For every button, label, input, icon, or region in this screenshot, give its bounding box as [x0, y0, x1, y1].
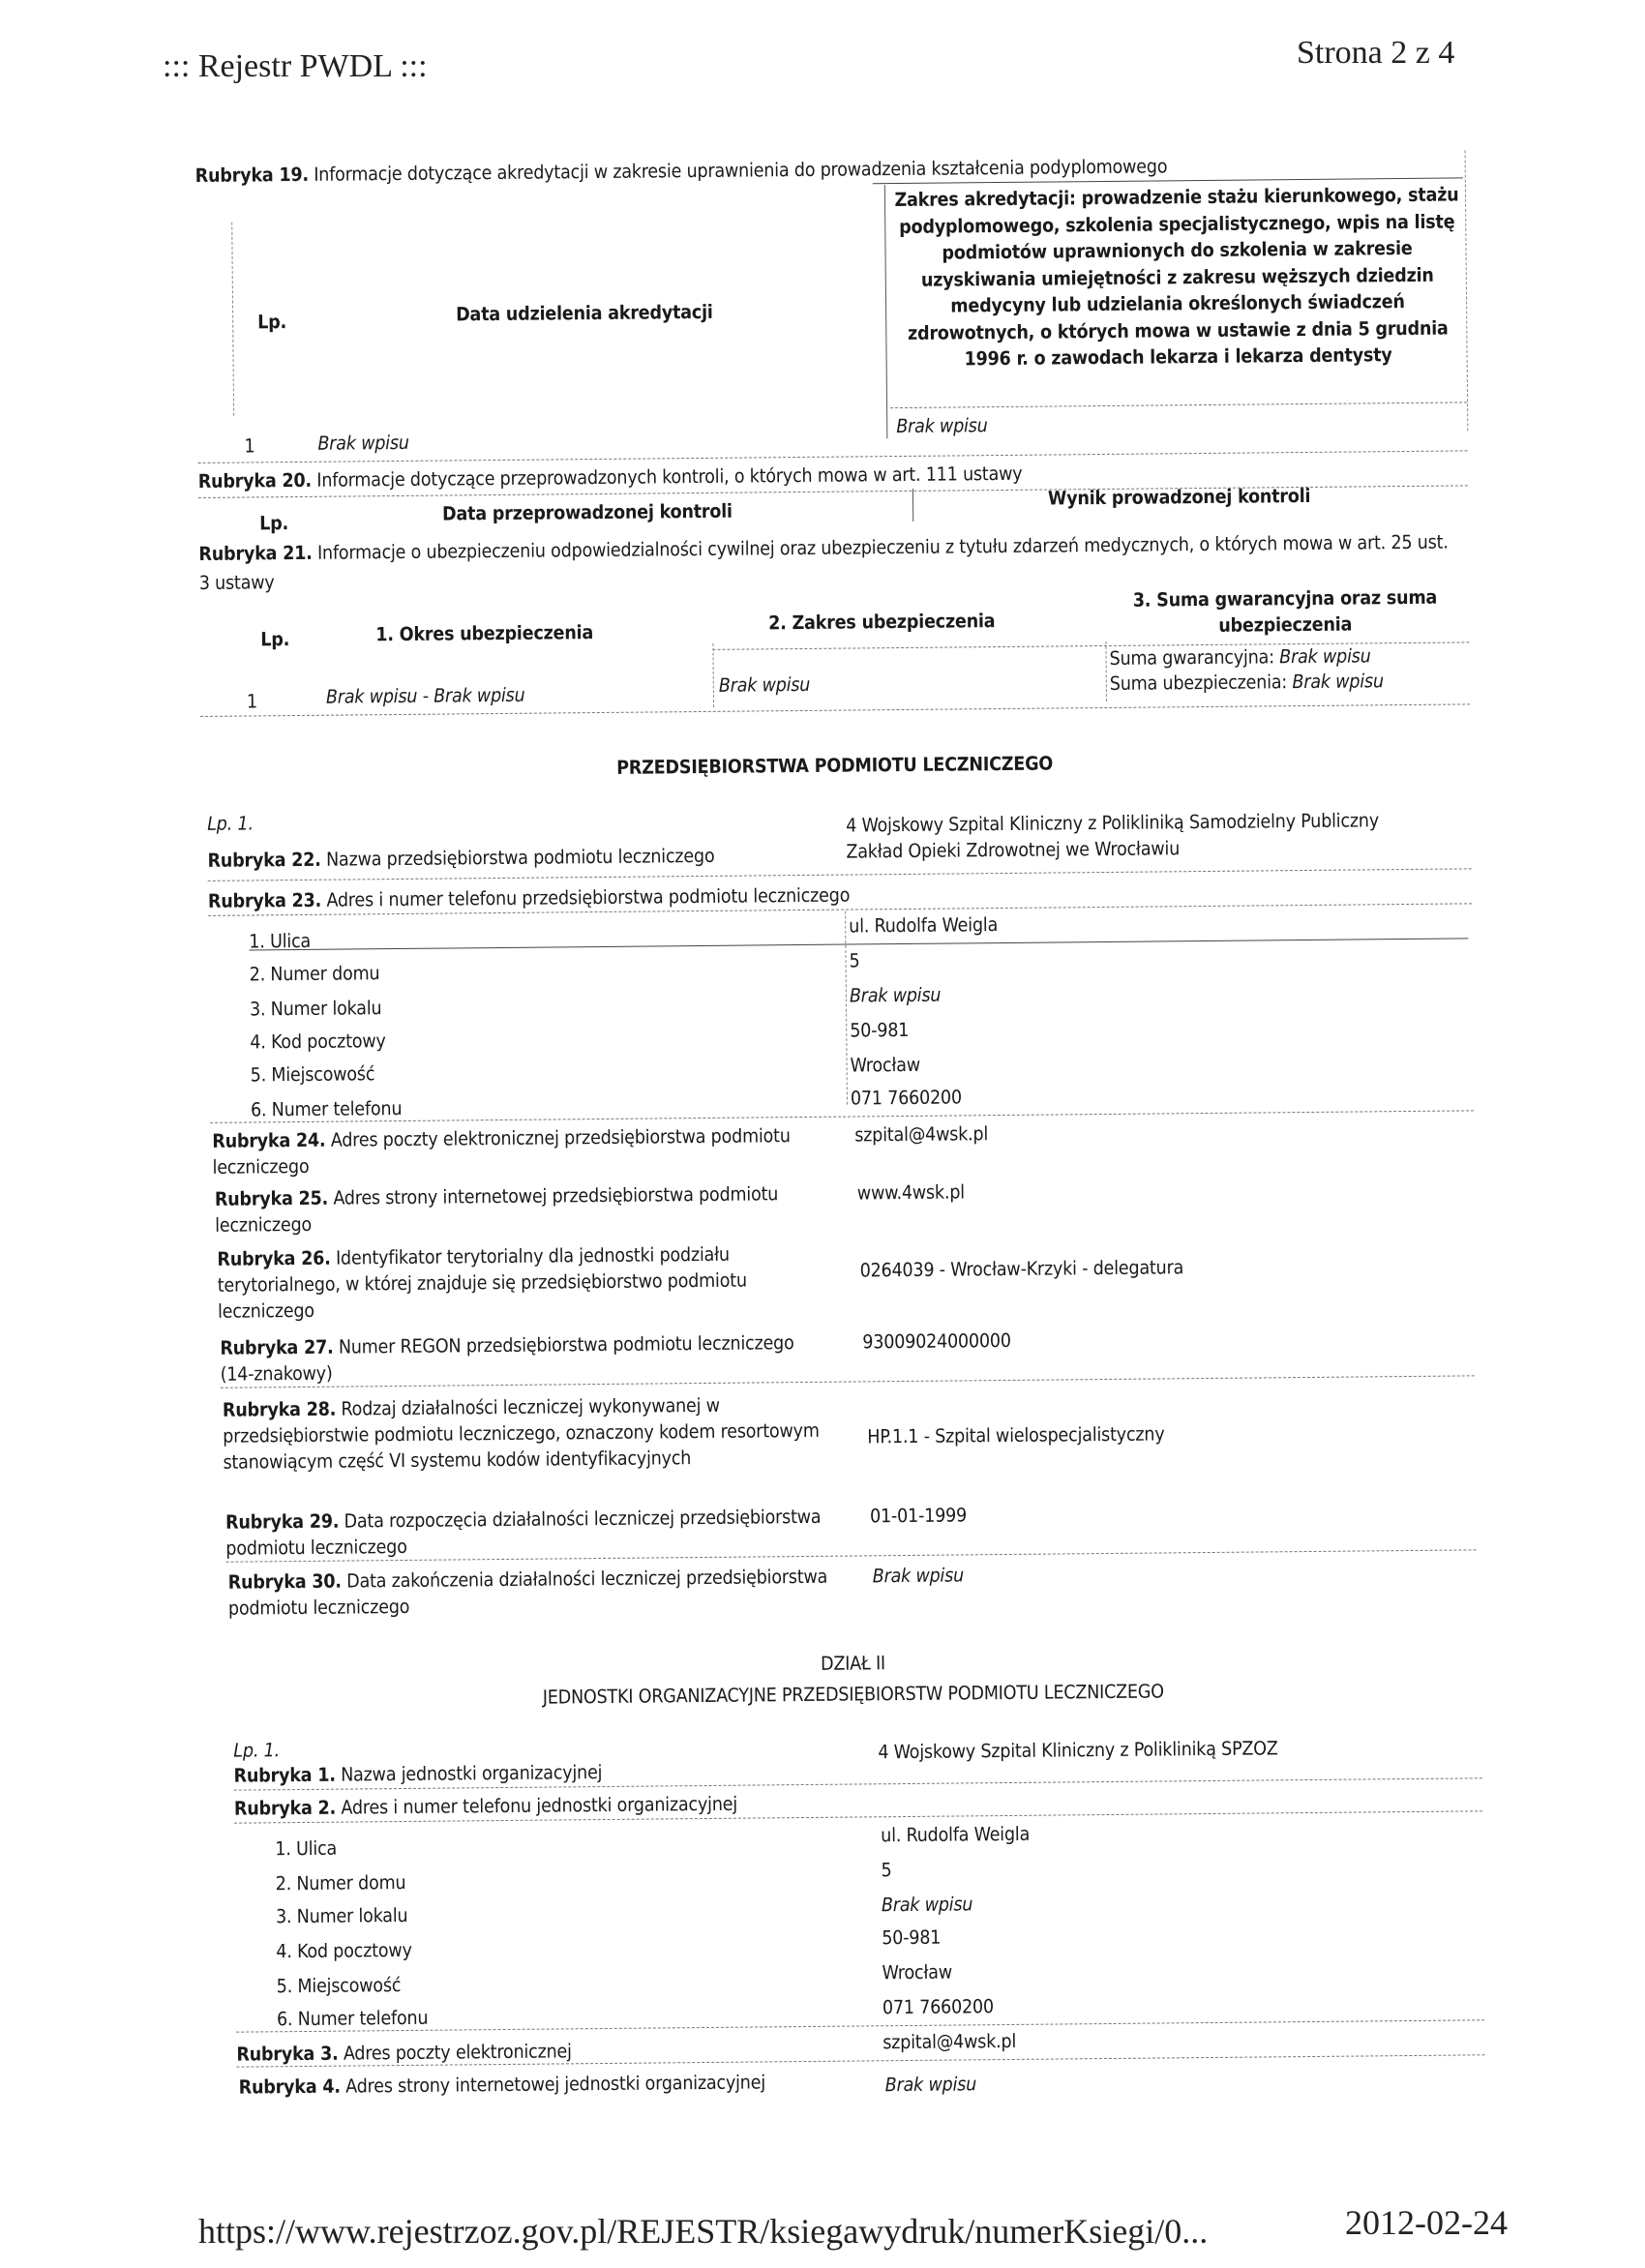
- rubryka-20-heading: Rubryka 20. Informacje dotyczące przeprowadzonych kontroli, o których mowa w art. 111 ustawy: [197, 462, 1023, 492]
- r21-col-lp: Lp.: [260, 628, 290, 651]
- rubryka-22-value: 4 Wojskowy Szpital Kliniczny z Polikliniką Samodzielny Publiczny Zakład Opieki Zdrowotnej we Wrocławiu: [846, 809, 1380, 863]
- divider: [231, 223, 234, 416]
- r21-col-scope: 2. Zakres ubezpieczenia: [768, 610, 996, 635]
- d2-address-postcode-value: 50-981: [882, 1925, 942, 1950]
- r20-col-result: Wynik prowadzonej kontroli: [1047, 484, 1311, 510]
- rubryka-30-value: Brak wpisu: [872, 1564, 965, 1588]
- address-postcode-value: 50-981: [850, 1018, 910, 1042]
- r21-row-period: Brak wpisu - Brak wpisu: [325, 683, 525, 708]
- r19-row-date: Brak wpisu: [317, 431, 409, 455]
- address-phone-label: 6. Numer telefonu: [250, 1096, 403, 1121]
- r19-col-scope: Zakres akredytacji: prowadzenie stażu kierunkowego, stażu podyplomowego, szkolenia specjalistycznego, wpis na listę podmiotów uprawnionych do szkolenia w zakresie uzyskiwania umiejętności z zakresu węższych dziedzin medycyny lub udzielania określonych świadczeń zdrowotnych, o których mowa w ustawie z dnia 5 grudnia 1996 r. o zawodach lekarza i lekarza dentysty: [894, 183, 1459, 371]
- d2-rubryka-3: Rubryka 3. Adres poczty elektronicznej: [236, 2040, 572, 2066]
- r21-row-lp: 1: [246, 690, 258, 713]
- d2-address-house-value: 5: [881, 1859, 892, 1882]
- d2-address-unit-value: Brak wpisu: [881, 1893, 973, 1917]
- address-unit-value: Brak wpisu: [849, 983, 942, 1007]
- d2-address-city-value: Wrocław: [882, 1960, 953, 1984]
- address-street-label: 1. Ulica: [249, 929, 312, 953]
- section2-lp: Lp. 1.: [233, 1739, 281, 1762]
- rubryka-25: Rubryka 25. Adres strony internetowej przedsiębiorstwa podmiotu leczniczego: [214, 1182, 779, 1237]
- d2-rubryka-2: Rubryka 2. Adres i numer telefonu jednostki organizacyjnej: [233, 1792, 738, 1820]
- r21-row-scope: Brak wpisu: [718, 672, 811, 697]
- rubryka-26: Rubryka 26. Identyfikator terytorialny dla jednostki podziału terytorialnego, w której znajduje się przedsiębiorstwo podmiotu leczniczego: [217, 1242, 747, 1323]
- rubryka-23: Rubryka 23. Adres i numer telefonu przedsiębiorstwa podmiotu leczniczego: [207, 883, 851, 912]
- d2-address-street-value: ul. Rudolfa Weigla: [881, 1822, 1031, 1847]
- rubryka-28: Rubryka 28. Rodzaj działalności leczniczej wykonywanej w przedsiębiorstwie podmiotu leczniczego, oznaczony kodem resortowym stanowiącym część VI systemu kodów identyfikacyjnych: [222, 1393, 820, 1474]
- address-street-value: ul. Rudolfa Weigla: [849, 913, 999, 938]
- address-phone-value: 071 7660200: [850, 1086, 963, 1110]
- d2-rubryka-4-value: Brak wpisu: [884, 2073, 977, 2097]
- r21-col-period: 1. Okres ubezpieczenia: [375, 621, 594, 646]
- address-city-value: Wrocław: [850, 1053, 921, 1077]
- d2-address-street-label: 1. Ulica: [275, 1836, 338, 1861]
- r19-col-lp: Lp.: [257, 311, 287, 334]
- divider: [1105, 642, 1107, 701]
- r21-sum-guarantee: Suma gwarancyjna: Brak wpisu: [1109, 644, 1371, 670]
- d2-rubryka-1: Rubryka 1. Nazwa jednostki organizacyjnej: [233, 1761, 603, 1787]
- divider: [712, 643, 714, 707]
- address-postcode-label: 4. Kod pocztowy: [250, 1030, 386, 1054]
- d2-address-phone-label: 6. Numer telefonu: [276, 2006, 429, 2031]
- r19-row-scope: Brak wpisu: [896, 414, 988, 438]
- address-house-value: 5: [849, 949, 860, 972]
- rubryka-30: Rubryka 30. Data zakończenia działalności leczniczej przedsiębiorstwa podmiotu leczniczego: [227, 1565, 828, 1620]
- rubryka-27: Rubryka 27. Numer REGON przedsiębiorstwa podmiotu leczniczego (14-znakowy): [220, 1331, 794, 1386]
- d2-address-postcode-label: 4. Kod pocztowy: [276, 1938, 412, 1963]
- d2-rubryka-3-value: szpital@4wsk.pl: [882, 2029, 1017, 2054]
- r20-col-date: Data przeprowadzonej kontroli: [441, 499, 733, 525]
- d2-address-unit-label: 3. Numer lokalu: [275, 1903, 408, 1928]
- rubryka-29: Rubryka 29. Data rozpoczęcia działalności leczniczej przedsiębiorstwa podmiotu leczniczego: [224, 1505, 822, 1560]
- rubryka-24: Rubryka 24. Adres poczty elektronicznej przedsiębiorstwa podmiotu leczniczego: [212, 1124, 791, 1179]
- section1-lp: Lp. 1.: [207, 812, 254, 835]
- address-house-label: 2. Numer domu: [249, 962, 380, 986]
- d2-address-house-label: 2. Numer domu: [275, 1870, 406, 1895]
- divider: [890, 402, 1467, 408]
- divider: [912, 489, 913, 522]
- rubryka-19-heading: Rubryka 19. Informacje dotyczące akredytacji w zakresie uprawnienia do prowadzenia kształcenia podyplomowego: [194, 155, 1168, 187]
- address-city-label: 5. Miejscowość: [250, 1062, 375, 1087]
- r21-sum-insured: Suma ubezpieczenia: Brak wpisu: [1109, 670, 1384, 695]
- rubryka-29-value: 01-01-1999: [869, 1504, 968, 1528]
- d2-address-phone-value: 071 7660200: [882, 1995, 995, 2019]
- header-title: ::: Rejestr PWDL :::: [163, 48, 428, 84]
- d2-address-city-label: 5. Miejscowość: [276, 1974, 402, 1998]
- address-unit-label: 3. Numer lokalu: [249, 997, 382, 1021]
- r19-row-lp: 1: [244, 434, 255, 458]
- rubryka-28-value: HP.1.1 - Szpital wielospecjalistyczny: [867, 1422, 1165, 1448]
- r19-col-date: Data udzielenia akredytacji: [456, 300, 713, 326]
- d2-rubryka-4: Rubryka 4. Adres strony internetowej jednostki organizacyjnej: [238, 2071, 766, 2099]
- rubryka-22: Rubryka 22. Nazwa przedsiębiorstwa podmiotu leczniczego: [207, 844, 715, 872]
- rubryka-26-value: 0264039 - Wrocław-Krzyki - delegatura: [859, 1256, 1184, 1282]
- section2-subheading: JEDNOSTKI ORGANIZACYJNE PRZEDSIĘBIORSTW PODMIOTU LECZNICZEGO: [542, 1680, 1164, 1709]
- rubryka-21-heading: Rubryka 21. Informacje o ubezpieczeniu odpowiedzialności cywilnej oraz ubezpieczeniu z tytułu zdarzeń medycznych, o których mowa w art. 25 ust. 3 ustawy: [198, 530, 1449, 594]
- r20-col-lp: Lp.: [259, 512, 289, 535]
- rubryka-24-value: szpital@4wsk.pl: [854, 1122, 989, 1147]
- page-number: Strona 2 z 4: [1297, 35, 1455, 71]
- footer-date: 2012-02-24: [1345, 2203, 1508, 2242]
- r21-col-sum: 3. Suma gwarancyjna oraz suma ubezpieczenia: [1132, 585, 1438, 637]
- section2-heading: DZIAŁ II: [820, 1652, 886, 1675]
- divider: [884, 185, 888, 438]
- rubryka-27-value: 93009024000000: [862, 1328, 1011, 1354]
- rubryka-25-value: www.4wsk.pl: [856, 1180, 966, 1205]
- section-heading-enterprise: PRZEDSIĘBIORSTWA PODMIOTU LECZNICZEGO: [616, 752, 1054, 779]
- footer-url: https://www.rejestrzoz.gov.pl/REJESTR/ksiegawydruk/numerKsiegi/0...: [198, 2212, 1209, 2251]
- d2-rubryka-1-value: 4 Wojskowy Szpital Kliniczny z Polikliniką SPZOZ: [878, 1737, 1278, 1764]
- divider: [845, 911, 848, 1105]
